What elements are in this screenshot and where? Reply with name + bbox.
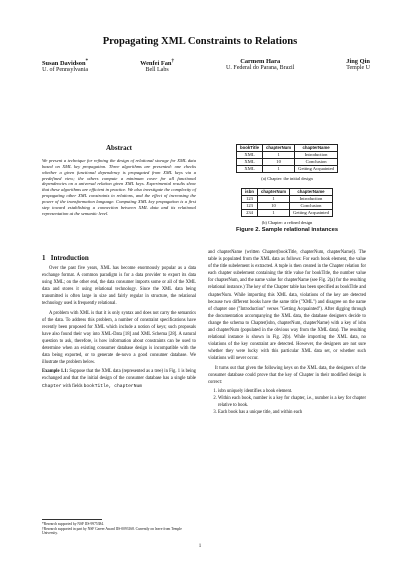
table-header: chapterName	[290, 189, 333, 196]
table-header: bookTitle	[237, 145, 263, 152]
table-cell: Conclusion	[295, 159, 338, 166]
intro-paragraph-1: Over the past five years, XML has become enormously popular as a data exchange format. A common paradigm is for a data provider to export its data using XML; on the other end, the data consumer imports some or all of the XML data and stores it using relational technology. Since the XML data being transmitted is often large in size and fairly regular in structure, the relational technology used is frequently relational.	[42, 266, 196, 307]
example-text-a: Suppose that the XML data (represented as a tree) in Fig. 1 is being exchanged and that the initial design of the consumer database has a single table	[42, 369, 196, 382]
example-code-b: bookTitle, chapterNum	[83, 383, 143, 389]
author-name: Susan Davidson	[42, 60, 86, 68]
footnote-2: †Research supported in part by NSF Career Award IIS-0093168. Currently on leave from Temple University.	[42, 526, 182, 536]
example-text-b: with fields	[62, 383, 83, 389]
table-cell: 10	[263, 159, 295, 166]
table-cell: Getting Acquainted	[295, 166, 338, 173]
abstract-text	[42, 158, 196, 216]
key-list	[208, 388, 366, 416]
author-name: Wenfei Fan	[140, 60, 172, 68]
right-paragraph-2: It turns out that given the following keys on the XML data, the designers of the consumer database could prove that the key of Chapter in their modified design is correct:	[208, 365, 366, 385]
table-row	[242, 196, 333, 203]
table-cell: Introduction	[290, 196, 333, 203]
footnote-1: *Research supported by NSF IIS-9975384.	[42, 522, 104, 526]
table-cell: 10	[257, 203, 289, 210]
footnote-rule	[42, 519, 102, 520]
author-2	[140, 58, 174, 73]
table-header: isbn	[242, 189, 258, 196]
section-title: Introduction	[50, 254, 89, 262]
table-row	[237, 159, 338, 166]
right-column-body	[208, 249, 366, 416]
right-paragraph-1: and chapterName (written Chapter(bookTitle, chapterNum, chapterName)). The table is populated from the XML data as follows: For each book element, the value of the title subelement is extracted. A tuple is then created in the Chapter relation for each chapter subelement containing the title value for bookTitle, the number value for chapterNum, and the name value for chapterName (see Fig. 2(a) for the resulting relational instance.) The key of the Chapter table has been specified as bookTitle and chapterNum. While importing this XML data, violations of the key are detected because two different books have the same title ("XML") and disagree on the name of chapter one ("Introduction" verses "Getting Acquainted"). After digging through the documentation accompanying the XML data, the database designers decide to change the schema to Chapter(isbn, chapterNum, chapterName) with a key of isbn and chapterNum (populated in the obvious way from the XML data). The resulting relational instance is shown in Fig. 2(b). While importing the XML data, no violations of the key constraint are detected. However, the designers are not sure whether they were lucky with this particular XML data set, or whether such violations will never occur.	[208, 250, 366, 362]
table-cell: 123	[242, 196, 258, 203]
figure-caption: Figure 2. Sample relational instances	[235, 227, 339, 233]
list-item: 2. Within each book, number is a key for chapter, i.e., number is a key for chapter relative to book.	[218, 395, 366, 409]
intro-body	[42, 265, 196, 392]
author-list	[42, 58, 370, 73]
table-row	[237, 152, 338, 159]
table-header: chapterName	[295, 145, 338, 152]
list-item: 3. Each book has a unique title, and within each	[218, 409, 366, 416]
list-item: 1. isbn uniquely identifies a book element.	[218, 388, 366, 395]
subcaption-b: (b) Chapter: a refined design	[261, 220, 313, 225]
table-row	[242, 203, 333, 210]
author-name: Jing Qin	[346, 58, 370, 65]
table-header: chapterNum	[257, 189, 289, 196]
intro-paragraph-2: A problem with XML is that it is only syntax and does not carry the semantics of the data. To address this problem, a number of constraint specifications have recently been proposed for XML which include a notion of keys; such proposals have also found their way into XML-Data [18] and XML Schema [28]. A natural question to ask, therefore, is how information about constraints can be used to determine when an existing consumer database design is incompatible with the data being exported, or to generate de-novo a good consumer database. We illustrate the problem below.	[42, 310, 196, 366]
figure-2	[208, 144, 366, 233]
intro-heading	[42, 254, 196, 262]
example-code-a: Chapter	[42, 383, 62, 389]
author-mark: *	[85, 58, 89, 64]
paper-title: Propagating XML Constraints to Relations	[102, 36, 298, 47]
author-affiliation: U. Federal do Parana, Brazil	[226, 65, 295, 71]
author-affiliation: Temple U	[346, 65, 370, 71]
table-cell: 1	[263, 166, 295, 173]
table-row	[237, 166, 338, 173]
footnotes	[42, 522, 196, 536]
table-cell: XML	[237, 159, 263, 166]
author-affiliation: U. of Pennsylvania	[42, 67, 88, 74]
table-cell: Introduction	[295, 152, 338, 159]
table-cell: 234	[242, 210, 258, 217]
table-cell: XML	[237, 152, 263, 159]
author-name: Carmem Hara	[240, 58, 281, 65]
relation-table-b	[241, 188, 333, 217]
author-4	[346, 58, 370, 73]
table-row	[242, 210, 333, 217]
author-1	[42, 58, 88, 73]
table-header: chapterNum	[263, 145, 295, 152]
example-label: Example 1.1:	[42, 369, 69, 375]
author-mark: †	[171, 58, 175, 64]
example-paragraph	[42, 368, 196, 389]
section-number: 1	[42, 254, 46, 262]
table-cell: 1	[257, 210, 289, 217]
author-3	[226, 58, 294, 73]
subcaption-a: (a) Chapter: the initial design	[261, 176, 313, 181]
table-cell: Getting Acquainted	[290, 210, 333, 217]
table-cell: Conclusion	[290, 203, 333, 210]
table-cell: 1	[257, 196, 289, 203]
table-cell: 123	[242, 203, 258, 210]
author-affiliation: Bell Labs	[145, 67, 169, 74]
abstract-paragraph: We present a technique for refining the design of relational storage for XML data based on XML key propagation. Three algorithms are presented: one checks whether a given functional dependency is propagated from XML keys via a predefined view; the others compute a minimum cover for all functional dependencies on a universal relation given XML keys. Experimental results show that these algorithms are efficient in practice. We also investigate the complexity of propagating other XML constraints to relations, and the effect of increasing the power of the transformation language. Computing XML key propagation is a first step toward establishing a connection between XML data and its relational representation at the semantic level.	[42, 158, 196, 216]
table-cell: XML	[237, 166, 263, 173]
abstract-heading: Abstract	[105, 144, 133, 152]
page-number: 1	[198, 544, 202, 549]
relation-table-a	[236, 144, 338, 173]
table-cell: 1	[263, 152, 295, 159]
